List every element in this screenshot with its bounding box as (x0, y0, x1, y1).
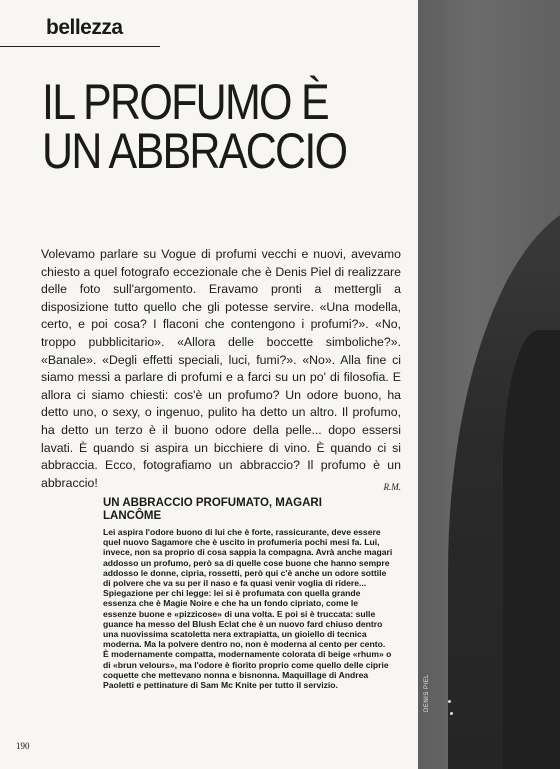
photo-highlight (448, 700, 451, 703)
box-body: Lei aspira l'odore buono di lui che è forte, rassicurante, deve essere quel nuovo Sagamore che è uscito in profumeria pochi mesi fa. Lui, invece, non sa proprio di cosa sappia la compagna. Avrà anche magari addosso un profumo, però sa di quelle cose buone che hanno sempre addosso le donne, cipria, rossetti, però qui c'è anche un odore sottile di polvere che va su per il naso e fa quasi venir voglia di ridere... Spiegazione per chi legge: lei si è profumata con quella grande essenza che è Magie Noire e che ha un fondo cipriato, come le essenze buone e «pizzicose» di una volta. E poi si è truccata: sulle guance ha messo del Blush Eclat che è un nuovo fard chiuso dentro una nuovissima scatoletta nera extrapiatta, un gioiello di tecnica moderna. Ma la polvere dentro no, non è moderna al cento per cento. È modernamente compatta, modernamente colorata di beige «rhum» o di «brun velours», ma l'odore è fiorito proprio come quello delle ciprie coquette che mettevano nonna e bisnonna. Maquillage di Andrea Paoletti e pettinature di Sam Mc Knite per tutto il servizio. (103, 527, 393, 691)
headline: IL PROFUMO È UN ABBRACCIO (42, 74, 347, 179)
photo-figure-shadow (503, 330, 560, 769)
photo-credit: DENIS PIEL (424, 673, 430, 712)
lead-paragraph (41, 246, 401, 496)
section-rule (0, 46, 160, 47)
lead-signature: R.M. (383, 481, 401, 492)
photo-highlight (450, 712, 453, 715)
photograph (418, 0, 560, 769)
lead-text: Volevamo parlare su Vogue di profumi vecchi e nuovi, avevamo chiesto a quel fotografo eccezionale che è Denis Piel di realizzare delle foto sull'argomento. Eravamo pronti a mettergli a disposizione tutto quello che gli potesse servire. «Una modella, certo, e poi cosa? I flaconi che contengono i profumi?». «No, troppo pubblicitario». «Allora delle boccette simboliche?». «Banale». «Degli effetti speciali, luci, fumi?». «No». Alla fine ci siamo messi a parlare di profumi e a farci su un po' di filosofia. E allora ci siamo chiesti: cos'è un profumo? Un odore buono, ha detto uno, o sexy, o ingenuo, pulito ha detto un altro. Il profumo, ha detto un terzo è il buono odore della pelle... dopo essersi lavati. È quando si aspira un bicchiere di vino. È quando ci si abbraccia. Ecco, fotografiamo un abbraccio? Il profumo è un abbraccio! (41, 247, 401, 490)
page-number: 190 (16, 741, 30, 751)
box-title: UN ABBRACCIO PROFUMATO, MAGARI LANCÔME (103, 497, 322, 522)
section-label: bellezza (46, 16, 123, 39)
